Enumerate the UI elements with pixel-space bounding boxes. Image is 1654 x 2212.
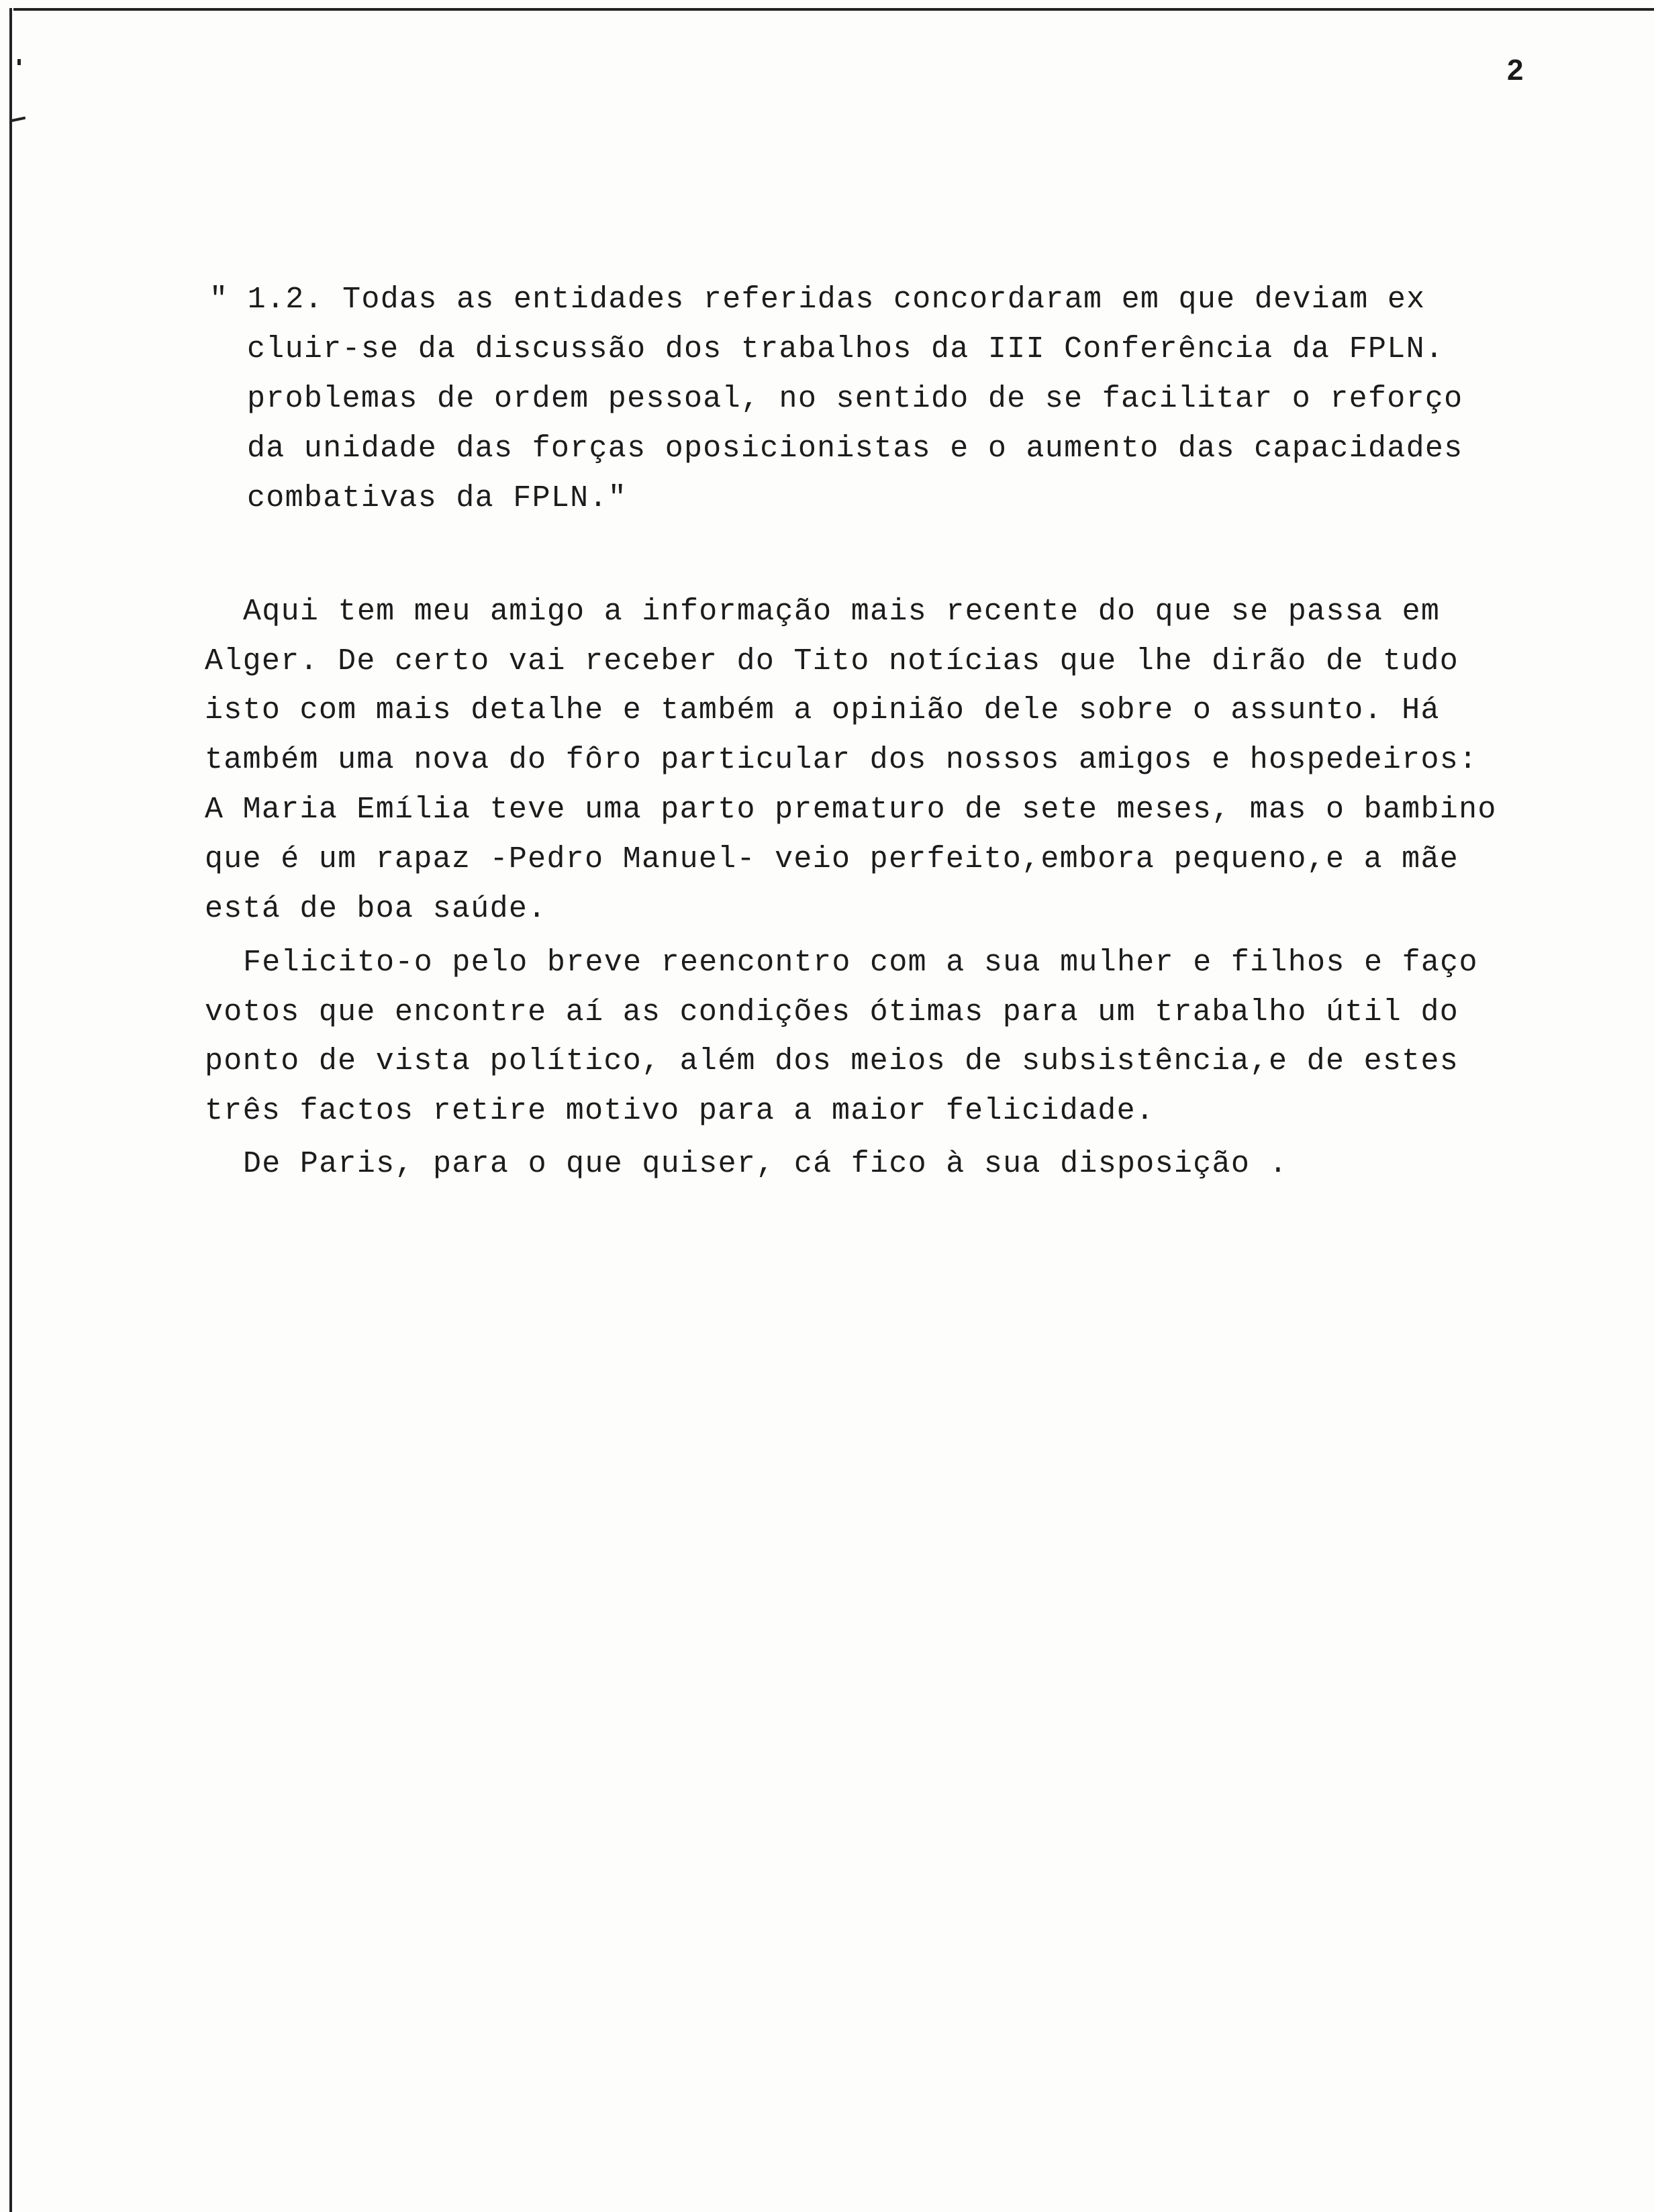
body-line: também uma nova do fôro particular dos nossos amigos e hospedeiros:: [205, 743, 1478, 777]
body-line: está de boa saúde.: [205, 892, 547, 926]
body-line: A Maria Emília teve uma parto prematuro de sete meses, mas o bambino: [205, 793, 1497, 827]
quote-line: combativas da FPLN.": [247, 481, 628, 515]
body-line: Alger. De certo vai receber do Tito notícias que lhe dirão de tudo: [205, 644, 1459, 678]
quote-line: " 1.2. Todas as entidades referidas concordaram em que deviam ex: [209, 283, 1426, 317]
body-line: votos que encontre aí as condições ótimas para um trabalho útil do: [205, 995, 1459, 1029]
body-line: Felicito-o pelo breve reencontro com a sua mulher e filhos e faço: [243, 946, 1478, 980]
page-left-edge: [9, 8, 12, 2212]
quote-line: da unidade das forças oposicionistas e o aumento das capacidades: [247, 432, 1463, 466]
page-number: 2: [1507, 54, 1524, 87]
page-top-edge: [13, 8, 1654, 11]
body-line: que é um rapaz -Pedro Manuel- veio perfeito,embora pequeno,e a mãe: [205, 842, 1459, 876]
margin-mark: [17, 59, 21, 65]
body-line: ponto de vista político, além dos meios de subsistência,e de estes: [205, 1044, 1459, 1078]
quote-line: cluir-se da discussão dos trabalhos da III Conferência da FPLN.: [247, 332, 1445, 366]
quote-line: problemas de ordem pessoal, no sentido de se facilitar o reforço: [247, 382, 1463, 416]
body-line: isto com mais detalhe e também a opinião dele sobre o assunto. Há: [205, 693, 1440, 727]
body-line: Aqui tem meu amigo a informação mais recente do que se passa em: [243, 595, 1441, 629]
body-line: três factos retire motivo para a maior felicidade.: [205, 1094, 1155, 1128]
body-line: De Paris, para o que quiser, cá fico à sua disposição .: [243, 1147, 1288, 1181]
